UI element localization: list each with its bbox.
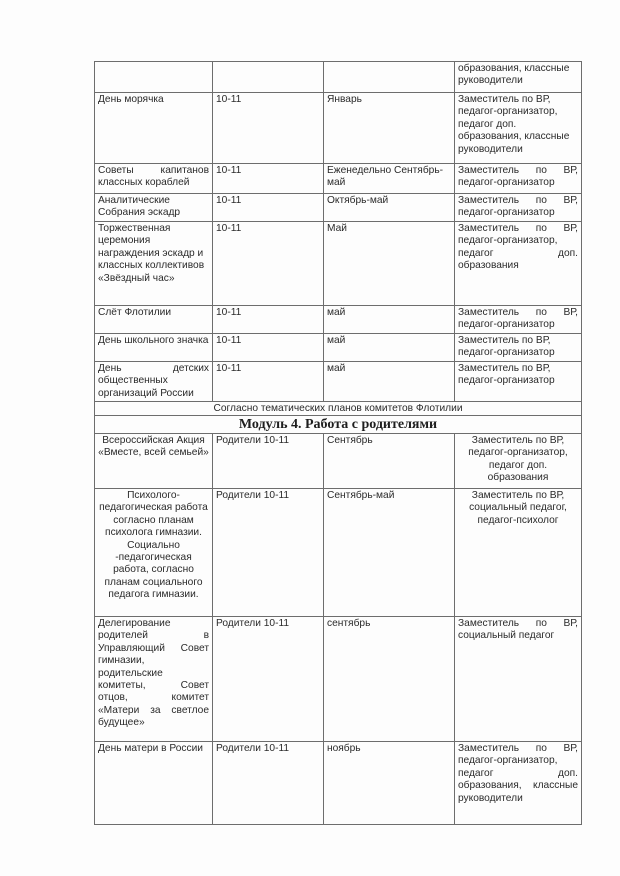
activity-plan-table [94,61,582,825]
note-row [95,402,582,416]
event-cell: День детских общественных организаций России [95,362,213,402]
participants-cell: 10-11 [213,194,324,222]
period-cell: Сентябрь-май [324,489,455,617]
responsible-cell: Заместитель по ВР, педагог-организатор [455,194,582,222]
table-row [95,62,582,93]
event-cell: Психолого-педагогическая работа согласно планам психолога гимназии. Социально -педагогическая работа, согласно планам социального педагога гимназии. [95,489,213,617]
period-cell: Январь [324,93,455,164]
period-cell: май [324,362,455,402]
participants-cell: 10-11 [213,306,324,334]
module-4-title: Модуль 4. Работа с родителями [95,416,582,434]
event-cell: День морячка [95,93,213,164]
participants-cell: Родители 10-11 [213,434,324,489]
responsible-cell: Заместитель по ВР, социальный педагог, педагог-психолог [455,489,582,617]
table-row [95,164,582,194]
period-cell: Сентябрь [324,434,455,489]
participants-cell: 10-11 [213,164,324,194]
table-row [95,434,582,489]
table-row [95,306,582,334]
table-row [95,617,582,742]
participants-cell: Родители 10-11 [213,489,324,617]
table-row [95,362,582,402]
responsible-cell: Заместитель по ВР, социальный педагог [455,617,582,742]
period-cell: май [324,306,455,334]
period-cell [324,62,455,93]
table-row [95,489,582,617]
responsible-cell: Заместитель по ВР, педагог-организатор [455,362,582,402]
event-cell: Слёт Флотилии [95,306,213,334]
table-row [95,222,582,306]
event-cell: День матери в России [95,742,213,825]
note-cell: Согласно тематических планов комитетов Флотилии [95,402,582,416]
participants-cell: 10-11 [213,334,324,362]
responsible-cell: Заместитель по ВР, педагог-организатор, педагог доп. образования [455,222,582,306]
event-cell: День школьного значка [95,334,213,362]
event-cell: Торжественная церемония награждения эскадр и классных коллективов «Звёздный час» [95,222,213,306]
participants-cell: 10-11 [213,362,324,402]
period-cell: ноябрь [324,742,455,825]
responsible-cell: Заместитель по ВР, педагог-организатор [455,306,582,334]
responsible-cell: Заместитель по ВР, педагог-организатор, педагог доп. образования, классные руководители [455,93,582,164]
period-cell: Еженедельно Сентябрь-май [324,164,455,194]
event-cell: Делегирование родителей в Управляющий Совет гимназии, родительские комитеты, Совет отцов, комитет «Матери за светлое будущее» [95,617,213,742]
table-row [95,334,582,362]
responsible-cell: Заместитель по ВР, педагог-организатор, педагог доп. образования [455,434,582,489]
period-cell: Май [324,222,455,306]
participants-cell: Родители 10-11 [213,742,324,825]
participants-cell [213,62,324,93]
event-cell: Советы капитанов классных кораблей [95,164,213,194]
participants-cell: 10-11 [213,222,324,306]
responsible-cell: Заместитель по ВР, педагог-организатор, педагог доп. образования, классные руководители [455,742,582,825]
event-cell: Аналитические Собрания эскадр [95,194,213,222]
event-cell: Всероссийская Акция «Вместе, всей семьей» [95,434,213,489]
table-row [95,742,582,825]
module-header-row [95,416,582,434]
responsible-cell: Заместитель по ВР, педагог-организатор [455,164,582,194]
period-cell: сентябрь [324,617,455,742]
period-cell: Октябрь-май [324,194,455,222]
table-row [95,93,582,164]
responsible-cell: Заместитель по ВР, педагог-организатор [455,334,582,362]
participants-cell: Родители 10-11 [213,617,324,742]
event-cell [95,62,213,93]
responsible-cell: образования, классные руководители [455,62,582,93]
table-row [95,194,582,222]
participants-cell: 10-11 [213,93,324,164]
period-cell: май [324,334,455,362]
